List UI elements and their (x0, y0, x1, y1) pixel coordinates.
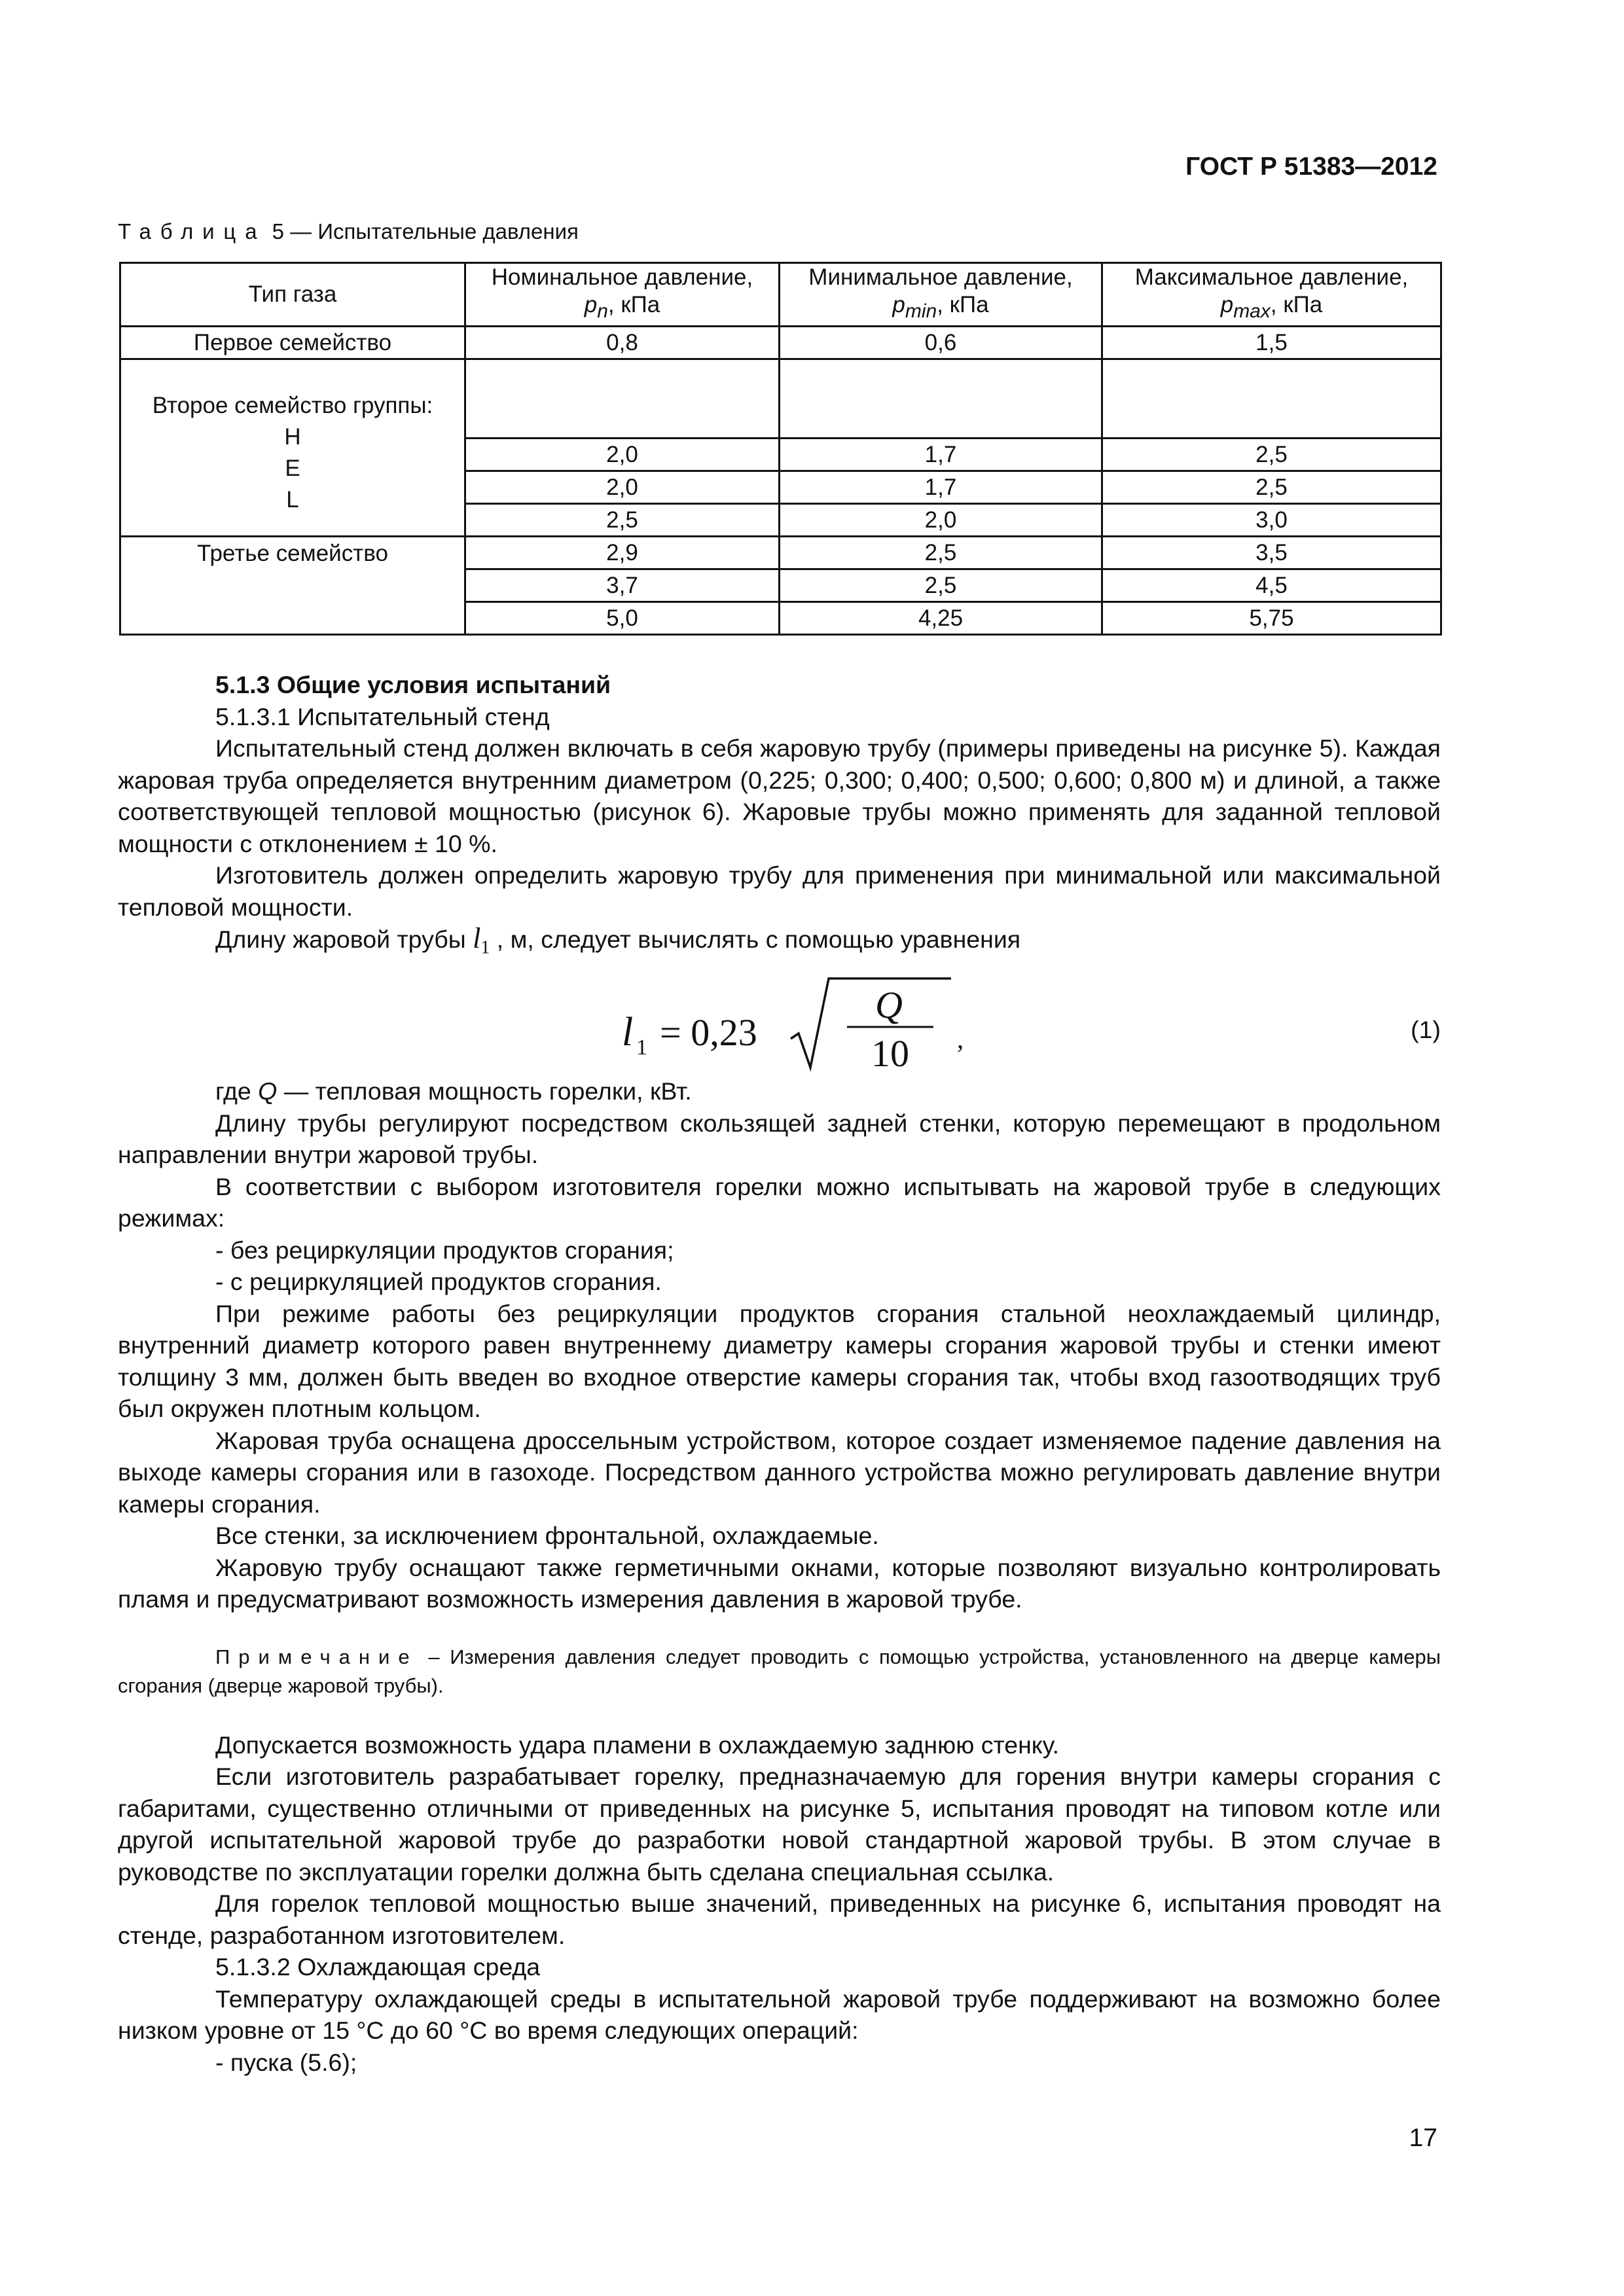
min-cell: 0,6 (780, 327, 1102, 359)
nominal-cell: 2,5 (465, 504, 780, 537)
paragraph: В соответствии с выбором изготовителя горелки можно испытывать на жаровой трубе в следующих режимах: (118, 1172, 1441, 1232)
table-row (120, 359, 1441, 439)
paragraph: Все стенки, за исключением фронтальной, охлаждаемые. (215, 1522, 879, 1549)
empty-cell (465, 359, 780, 439)
group-label: L (286, 487, 299, 512)
header-nominal-label: Номинальное давление, (491, 264, 753, 290)
header-nominal (465, 263, 780, 327)
paragraph: Испытательный стенд должен включать в себя жаровую трубу (примеры приведены на рисунке 5). Каждая жаровая труба определяется внутренним диаметром (0,225; 0,300; 0,400; 0,500; 0,600; 0,800 м) и длиной, а также соответствующей тепловой мощностью (рисунок 6). Жаровые трубы можно применять для заданной тепловой мощности с отклонением ± 10 %. (118, 734, 1441, 857)
gas-type-cell: Третье семейство (120, 537, 465, 635)
table-caption (118, 219, 579, 244)
group-label: E (285, 456, 300, 481)
table-row (120, 327, 1441, 359)
paragraph: Если изготовитель разрабатывает горелку, предназначаемую для горения внутри камеры сгорания с габаритами, существенно отличными от приведенных на рисунке 5, испытания проводят на типовом котле или другой испытательной жаровой трубе до разработки новой стандартной жаровой трубы. В этом случае в руководстве по эксплуатации горелки должна быть сделана специальная ссылка. (118, 1763, 1441, 1886)
list-item: - без рециркуляции продуктов сгорания; (215, 1236, 674, 1264)
list-item: - с рециркуляцией продуктов сгорания. (215, 1268, 662, 1295)
paragraph-text: — тепловая мощность горелки, кВт. (277, 1077, 692, 1105)
gas-type-cell: Первое семейство (120, 327, 465, 359)
paragraph-text: где (215, 1077, 259, 1105)
paragraph: Жаровая труба оснащена дроссельным устройством, которое создает изменяемое падение давления на выходе камеры сгорания или в газоходе. Посредством данного устройства можно регулировать давление внутри камеры сгорания. (118, 1426, 1441, 1518)
body-text (118, 669, 1441, 2078)
nominal-cell: 5,0 (465, 602, 780, 635)
list-item: - пуска (5.6); (215, 2048, 357, 2076)
header-max-label: Максимальное давление, (1134, 264, 1409, 290)
table-caption-title: 5 — Испытательные давления (272, 219, 579, 243)
min-cell: 2,0 (780, 504, 1102, 537)
header-min-label: Минимальное давление, (808, 264, 1073, 290)
eq-coefficient: = 0,23 (660, 1011, 757, 1054)
group-label: H (284, 424, 301, 450)
equation (622, 968, 988, 1073)
nominal-cell: 3,7 (465, 569, 780, 602)
paragraph: Температуру охлаждающей среды в испытательной жаровой трубе поддерживают на возможно более низком уровне от 15 °С до 60 °С во время следующих операций: (118, 1984, 1441, 2044)
nominal-cell: 2,9 (465, 537, 780, 569)
nominal-cell: 2,0 (465, 471, 780, 504)
header-min (780, 263, 1102, 327)
paragraph: Длину трубы регулируют посредством скользящей задней стенки, которую перемещают в продольном направлении внутри жаровой трубы. (118, 1109, 1441, 1168)
second-family-label: Второе семейство группы: (152, 393, 433, 418)
max-cell: 3,5 (1102, 537, 1441, 569)
note-text: – Измерения давления следует проводить с помощью устройства, установленного на дверце камеры сгорания (дверце жаровой трубы). (118, 1645, 1441, 1697)
max-cell: 1,5 (1102, 327, 1441, 359)
variable-symbol: l (473, 922, 481, 954)
document-id: ГОСТ Р 51383—2012 (1185, 152, 1437, 181)
note-label: Примечание (215, 1645, 418, 1668)
variable-subscript: 1 (480, 937, 490, 958)
paragraph: Жаровую трубу оснащают также герметичными окнами, которые позволяют визуально контролировать пламя и предусматривают возможность измерения давления в жаровой трубе. (118, 1553, 1441, 1613)
header-gas-type: Тип газа (120, 263, 465, 327)
header-max-symbol: p (1220, 292, 1234, 317)
paragraph-text: Длину жаровой трубы (215, 925, 473, 953)
min-cell: 2,5 (780, 569, 1102, 602)
eq-lhs-subscript: 1 (636, 1035, 647, 1060)
nominal-cell: 0,8 (465, 327, 780, 359)
empty-cell (780, 359, 1102, 439)
subsection-heading: 5.1.3.2 Охлаждающая среда (215, 1953, 541, 1981)
table-row (120, 537, 1441, 569)
table-caption-prefix: Таблица (118, 219, 266, 243)
paragraph-text: , м, следует вычислять с помощью уравнения (490, 925, 1021, 953)
max-cell: 5,75 (1102, 602, 1441, 635)
eq-numerator: Q (875, 984, 903, 1026)
variable-symbol: Q (258, 1077, 278, 1105)
paragraph: Для горелок тепловой мощностью выше значений, приведенных на рисунке 6, испытания проводят на стенде, разработанном изготовителем. (118, 1890, 1441, 1949)
gas-type-cell (120, 359, 465, 537)
eq-tail: , (957, 1024, 964, 1054)
note (118, 1643, 1441, 1700)
header-nominal-subscript: n (597, 300, 608, 322)
header-max (1102, 263, 1441, 327)
max-cell: 2,5 (1102, 439, 1441, 471)
section-heading: 5.1.3 Общие условия испытаний (215, 671, 611, 698)
header-nominal-symbol: p (584, 292, 598, 317)
equation-block (118, 968, 1441, 1073)
eq-denominator: 10 (871, 1032, 909, 1073)
empty-cell (1102, 359, 1441, 439)
header-max-unit: , кПа (1270, 292, 1323, 317)
min-cell: 4,25 (780, 602, 1102, 635)
table-header-row (120, 263, 1441, 327)
header-max-subscript: max (1233, 300, 1271, 322)
header-min-symbol: p (892, 292, 905, 317)
header-min-subscript: min (905, 300, 937, 322)
subsection-heading: 5.1.3.1 Испытательный стенд (215, 702, 550, 730)
paragraph (118, 1075, 1441, 1107)
header-min-unit: , кПа (937, 292, 989, 317)
pressure-table (119, 262, 1442, 636)
max-cell: 2,5 (1102, 471, 1441, 504)
paragraph: Изготовитель должен определить жаровую трубу для применения при минимальной или максимальной тепловой мощности. (118, 861, 1441, 921)
min-cell: 2,5 (780, 537, 1102, 569)
equation-number: (1) (1411, 1016, 1441, 1043)
header-nominal-unit: , кПа (607, 292, 660, 317)
min-cell: 1,7 (780, 439, 1102, 471)
paragraph: Допускается возможность удара пламени в охлаждаемую заднюю стенку. (215, 1731, 1060, 1759)
eq-lhs: l (622, 1010, 634, 1054)
min-cell: 1,7 (780, 471, 1102, 504)
nominal-cell: 2,0 (465, 439, 780, 471)
max-cell: 3,0 (1102, 504, 1441, 537)
paragraph: При режиме работы без рециркуляции продуктов сгорания стальной неохлаждаемый цилиндр, внутренний диаметр которого равен внутреннему диаметру камеры сгорания жаровой трубы и стенки имеют толщину 3 мм, должен быть введен во входное отверстие камеры сгорания так, чтобы вход газоотводящих труб был окружен плотным кольцом. (118, 1299, 1441, 1422)
max-cell: 4,5 (1102, 569, 1441, 602)
page-number: 17 (1409, 2124, 1437, 2152)
paragraph (118, 923, 1441, 964)
